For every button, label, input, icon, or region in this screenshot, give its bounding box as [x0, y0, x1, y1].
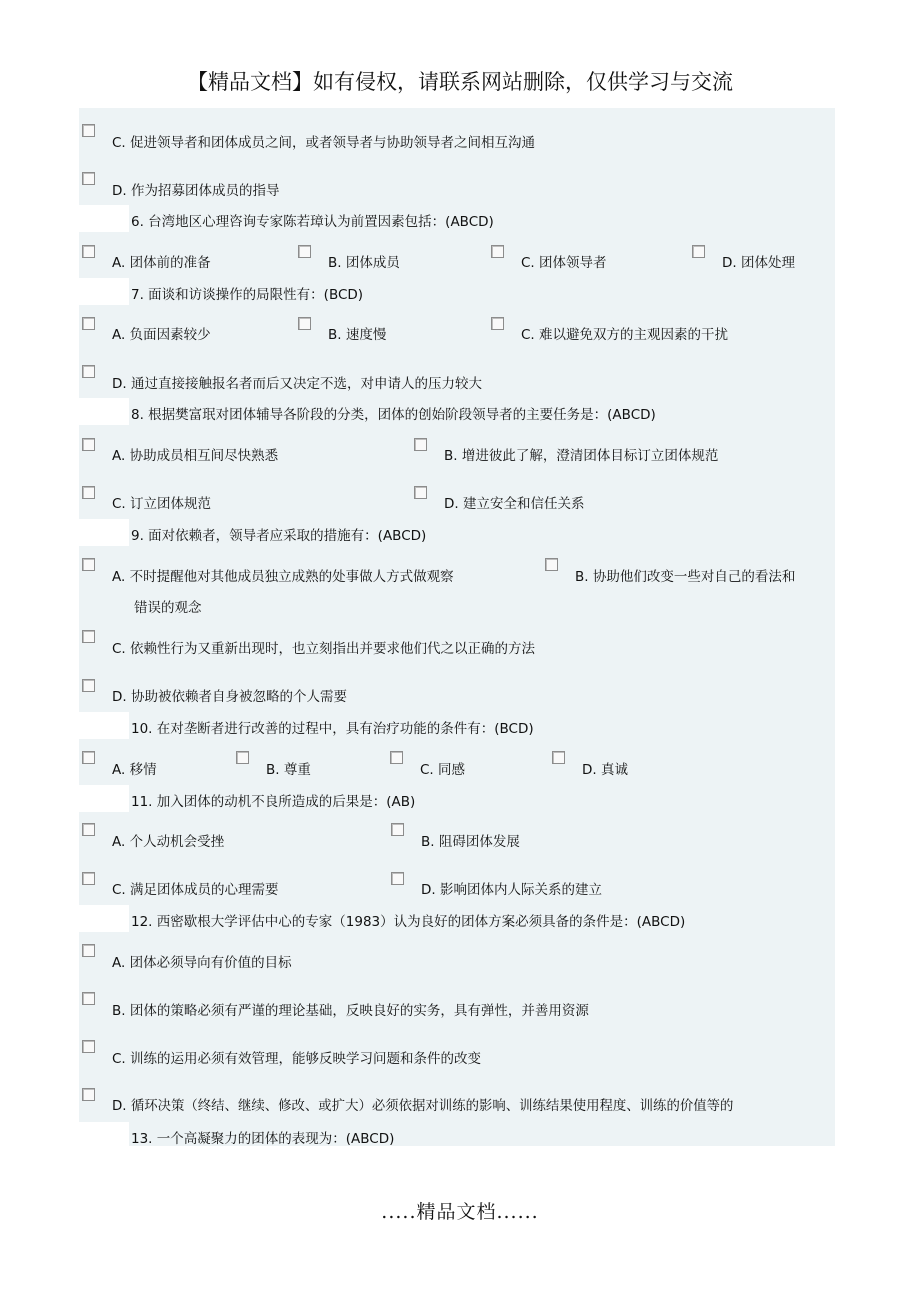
q9-checkbox-a[interactable]	[82, 558, 95, 571]
q8-checkbox-d[interactable]	[414, 486, 427, 499]
q10-option-a: A. 移情	[112, 762, 157, 778]
q9-option-b-continued: 错误的观念	[134, 600, 202, 616]
question-7: 7. 面谈和访谈操作的局限性有：(BCD)	[131, 287, 364, 303]
q12-checkbox-b[interactable]	[82, 992, 95, 1005]
q9-option-b: B. 协助他们改变一些对自己的看法和	[575, 569, 796, 585]
q11-option-d: D. 影响团体内人际关系的建立	[421, 882, 602, 898]
q8-checkbox-a[interactable]	[82, 438, 95, 451]
q9-checkbox-c[interactable]	[82, 630, 95, 643]
q12-option-a: A. 团体必须导向有价值的目标	[112, 955, 292, 971]
q9-option-d: D. 协助被依赖者自身被忽略的个人需要	[112, 689, 347, 705]
q11-checkbox-d[interactable]	[391, 872, 404, 885]
q12-checkbox-c[interactable]	[82, 1040, 95, 1053]
q6-option-c: C. 团体领导者	[521, 255, 607, 271]
q7-checkbox-d[interactable]	[82, 365, 95, 378]
q7-checkbox-a[interactable]	[82, 317, 95, 330]
q11-checkbox-b[interactable]	[391, 823, 404, 836]
question-12: 12. 西密歇根大学评估中心的专家（1983）认为良好的团体方案必须具备的条件是：(ABCD)	[131, 914, 686, 930]
question-13: 13. 一个高凝聚力的团体的表现为：(ABCD)	[131, 1131, 395, 1147]
q10-checkbox-c[interactable]	[390, 751, 403, 764]
q7-option-c: C. 难以避免双方的主观因素的干扰	[521, 327, 729, 343]
q8-option-d: D. 建立安全和信任关系	[444, 496, 585, 512]
q7-option-d: D. 通过直接接触报名者而后又决定不选，对申请人的压力较大	[112, 376, 482, 392]
q6-checkbox-b[interactable]	[298, 245, 311, 258]
q10-checkbox-b[interactable]	[236, 751, 249, 764]
q6-option-b: B. 团体成员	[328, 255, 400, 271]
q8-checkbox-c[interactable]	[82, 486, 95, 499]
q8-checkbox-b[interactable]	[414, 438, 427, 451]
q9-checkbox-b[interactable]	[545, 558, 558, 571]
option-c-prev: C. 促进领导者和团体成员之间，或者领导者与协助领导者之间相互沟通	[112, 135, 536, 151]
page-footer: .....精品文档......	[381, 1201, 539, 1223]
q7-option-b: B. 速度慢	[328, 327, 387, 343]
q9-option-c: C. 依赖性行为又重新出现时，也立刻指出并要求他们代之以正确的方法	[112, 641, 536, 657]
q9-option-a: A. 不时提醒他对其他成员独立成熟的处事做人方式做观察	[112, 569, 454, 585]
q11-option-a: A. 个人动机会受挫	[112, 834, 225, 850]
checkbox-c-prev[interactable]	[82, 124, 95, 137]
q12-option-c: C. 训练的运用必须有效管理，能够反映学习问题和条件的改变	[112, 1051, 482, 1067]
q9-checkbox-d[interactable]	[82, 679, 95, 692]
q6-option-a: A. 团体前的准备	[112, 255, 211, 271]
q10-option-c: C. 同感	[420, 762, 466, 778]
q11-option-c: C. 满足团体成员的心理需要	[112, 882, 279, 898]
q11-checkbox-a[interactable]	[82, 823, 95, 836]
page-header: 【精品文档】如有侵权，请联系网站删除，仅供学习与交流	[187, 70, 733, 94]
q7-option-a: A. 负面因素较少	[112, 327, 211, 343]
q7-checkbox-c[interactable]	[491, 317, 504, 330]
q6-checkbox-a[interactable]	[82, 245, 95, 258]
question-9: 9. 面对依赖者，领导者应采取的措施有：(ABCD)	[131, 528, 427, 544]
q10-checkbox-d[interactable]	[552, 751, 565, 764]
q11-option-b: B. 阻碍团体发展	[421, 834, 520, 850]
checkbox-d-prev[interactable]	[82, 172, 95, 185]
q6-option-d: D. 团体处理	[722, 255, 795, 271]
q6-checkbox-c[interactable]	[491, 245, 504, 258]
q8-option-c: C. 订立团体规范	[112, 496, 212, 512]
q8-option-a: A. 协助成员相互间尽快熟悉	[112, 448, 279, 464]
q10-checkbox-a[interactable]	[82, 751, 95, 764]
q11-checkbox-c[interactable]	[82, 872, 95, 885]
question-11: 11. 加入团体的动机不良所造成的后果是：(AB)	[131, 794, 416, 810]
question-6: 6. 台湾地区心理咨询专家陈若璋认为前置因素包括：(ABCD)	[131, 214, 494, 230]
question-10: 10. 在对垄断者进行改善的过程中，具有治疗功能的条件有：(BCD)	[131, 721, 534, 737]
q7-checkbox-b[interactable]	[298, 317, 311, 330]
q12-checkbox-a[interactable]	[82, 944, 95, 957]
option-d-prev: D. 作为招募团体成员的指导	[112, 183, 280, 199]
q10-option-b: B. 尊重	[266, 762, 311, 778]
q8-option-b: B. 增进彼此了解，澄清团体目标订立团体规范	[444, 448, 719, 464]
q10-option-d: D. 真诚	[582, 762, 628, 778]
q6-checkbox-d[interactable]	[692, 245, 705, 258]
q12-option-d: D. 循环决策（终结、继续、修改、或扩大）必须依据对训练的影响、训练结果使用程度、训练的价值等的	[112, 1099, 734, 1114]
question-8: 8. 根据樊富珉对团体辅导各阶段的分类，团体的创始阶段领导者的主要任务是：(ABCD)	[131, 407, 656, 423]
q12-option-b: B. 团体的策略必须有严谨的理论基础，反映良好的实务，具有弹性，并善用资源	[112, 1003, 589, 1019]
q12-checkbox-d[interactable]	[82, 1088, 95, 1101]
